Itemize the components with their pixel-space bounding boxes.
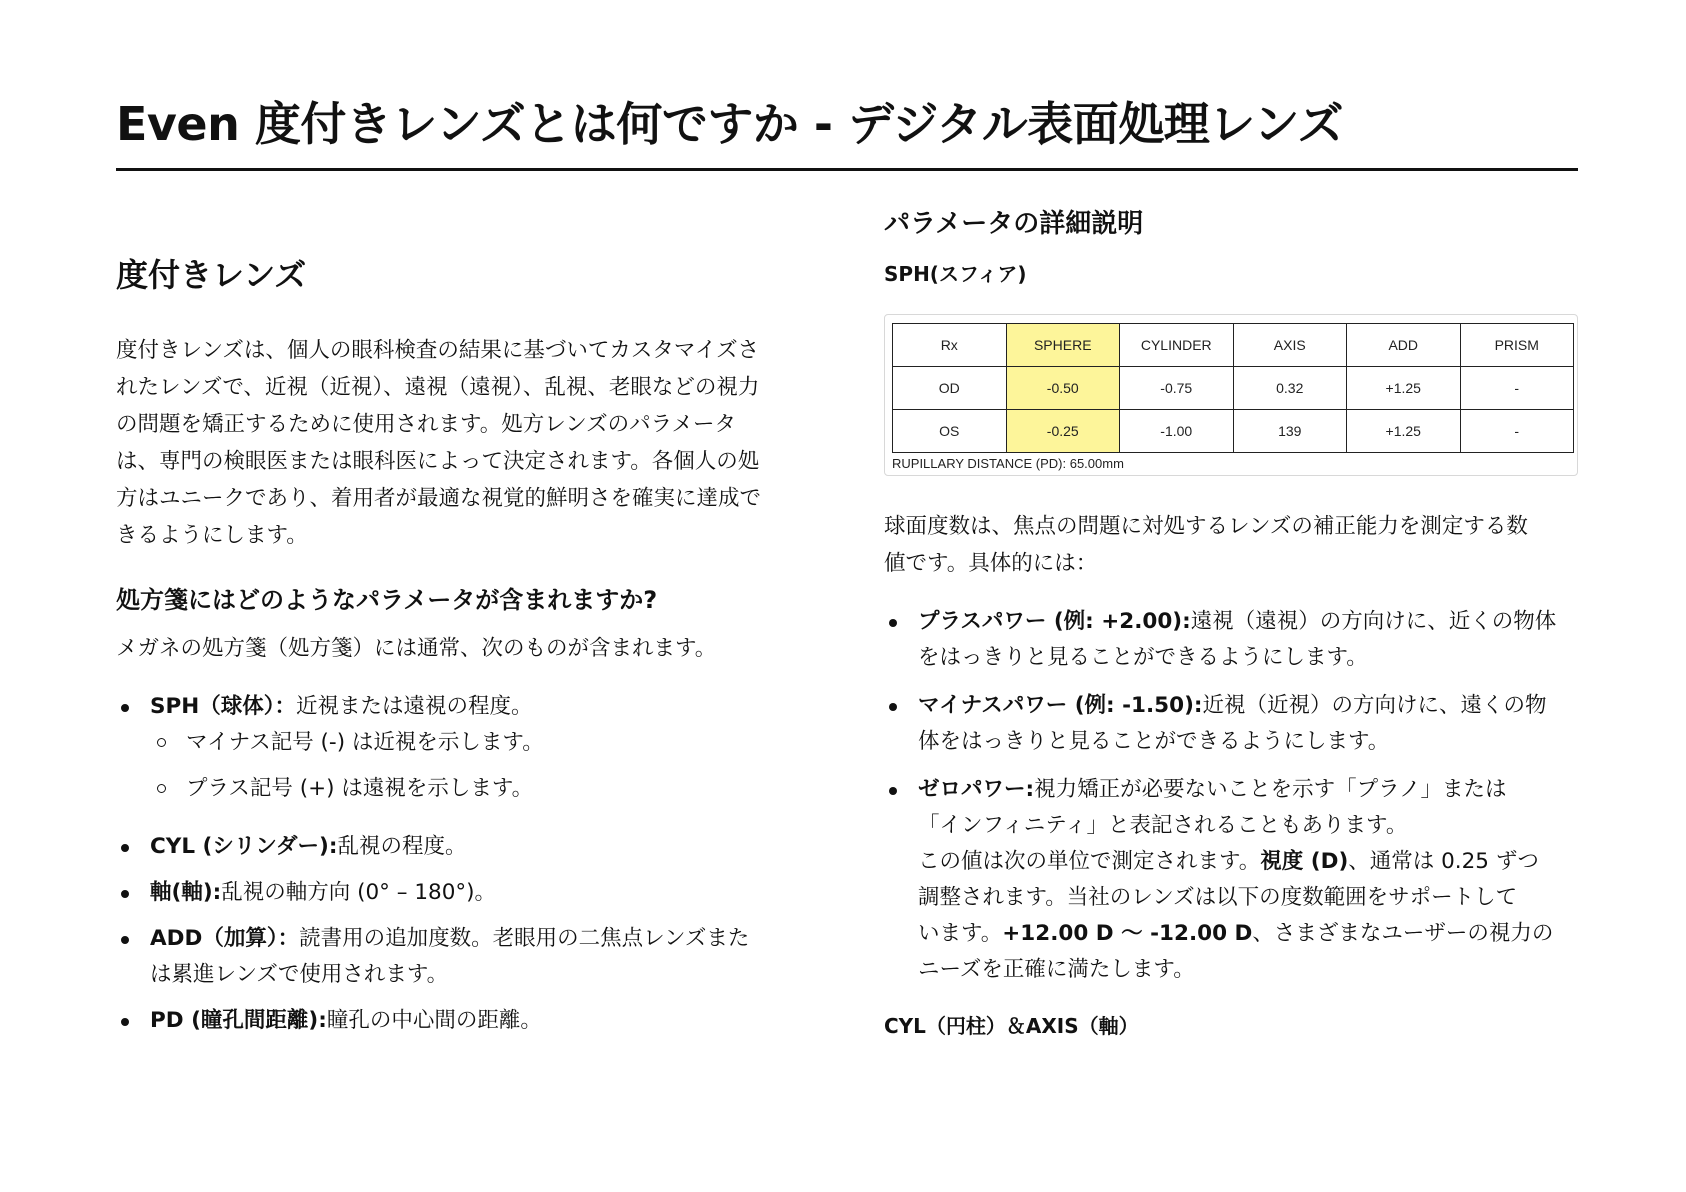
table-header-cell: ADD <box>1347 324 1461 367</box>
intro-line: きるようにします。 <box>116 523 308 548</box>
intro-line: れたレンズで、近視（近視）、遠視（遠視）、乱視、老眼などの視力 <box>116 375 760 400</box>
list-item-sph <box>116 689 806 725</box>
unit-text: 、通常は 0.25 ずつ <box>1348 849 1539 874</box>
list-item-minus-power <box>884 688 1578 760</box>
table-cell: - <box>1460 410 1574 453</box>
sub-item-plus: プラス記号 (+) は遠視を示します。 <box>116 771 806 807</box>
table-row <box>893 410 1574 453</box>
list-item-text: 近視または遠視の程度。 <box>296 694 533 719</box>
table-cell: - <box>1460 367 1574 410</box>
table-cell: -1.00 <box>1120 410 1234 453</box>
list-item-label: ADD（加算）： <box>150 926 300 951</box>
unit-highlight: 視度 (D) <box>1260 849 1349 874</box>
list-item-label: CYL (シリンダー): <box>150 834 338 859</box>
intro-paragraph <box>116 332 806 554</box>
section-heading-parameter-details: パラメータの詳細説明 <box>884 209 1144 239</box>
pupillary-distance-note: RUPILLARY DISTANCE (PD): 65.00mm <box>892 456 1124 471</box>
right-column <box>884 206 1578 1042</box>
list-item-label: PD (瞳孔間距離): <box>150 1008 327 1033</box>
list-item-text: は累進レンズで使用されます。 <box>150 962 449 987</box>
list-item-text: 瞳孔の中心間の距離。 <box>326 1008 542 1033</box>
list-item-text: 読書用の追加度数。老眼用の二焦点レンズまた <box>299 926 750 951</box>
sph-subheading: SPH(スフィア) <box>884 262 1027 286</box>
unit-text: ニーズを正確に満たします。 <box>918 957 1195 982</box>
list-item-label: マイナスパワー (例: -1.50): <box>918 693 1203 718</box>
unit-text: 、さまざまなユーザーの視力の <box>1252 921 1554 946</box>
sph-description-line: 球面度数は、焦点の問題に対処するレンズの補正能力を測定する数 <box>884 514 1528 539</box>
table-cell: -0.50 <box>1006 367 1120 410</box>
table-cell: +1.25 <box>1347 410 1461 453</box>
intro-line: は、専門の検眼医または眼科医によって決定されます。各個人の処 <box>116 449 760 474</box>
table-cell: OS <box>893 410 1007 453</box>
table-cell: -0.25 <box>1006 410 1120 453</box>
list-item-cyl <box>116 829 806 865</box>
intro-line: の問題を矯正するために使用されます。処方レンズのパラメータ <box>116 412 736 437</box>
list-item-text: 近視（近視）の方向けに、遠くの物 <box>1202 693 1547 718</box>
prescription-table <box>892 323 1574 453</box>
list-item-text: 遠視（遠視）の方向けに、近くの物体 <box>1190 609 1557 634</box>
unit-text: います。 <box>918 921 1003 946</box>
list-item-label: SPH（球体）： <box>150 694 296 719</box>
list-item-add <box>116 921 806 993</box>
table-header-cell: Rx <box>893 324 1007 367</box>
list-item-pd <box>116 1003 806 1039</box>
table-cell: OD <box>893 367 1007 410</box>
list-item-label: 軸(軸): <box>150 880 222 905</box>
intro-line: 方はユニークであり、着用者が最適な視覚的鮮明さを確実に達成で <box>116 486 762 511</box>
prescription-table-image <box>884 314 1578 476</box>
intro-line: 度付きレンズは、個人の眼科検査の結果に基づいてカスタマイズさ <box>116 338 760 363</box>
parameter-list <box>116 689 806 1039</box>
list-item-label: ゼロパワー: <box>918 777 1035 802</box>
list-item-text: 「インフィニティ」と表記されることもあります。 <box>918 813 1408 838</box>
section-heading-prescription-lenses: 度付きレンズ <box>116 256 307 294</box>
title-divider <box>116 168 1578 171</box>
sph-description <box>884 508 1578 582</box>
list-item-zero-power <box>884 772 1578 988</box>
list-item-text: 体をはっきりと見ることができるようにします。 <box>918 729 1390 754</box>
left-column <box>116 250 806 1039</box>
range-highlight: +12.00 D ～ -12.00 D <box>1002 921 1253 946</box>
table-cell: -0.75 <box>1120 367 1234 410</box>
table-header-cell: PRISM <box>1460 324 1574 367</box>
sub-item-minus: マイナス記号 (-) は近視を示します。 <box>116 725 806 761</box>
unit-text: 調整されます。当社のレンズは以下の度数範囲をサポートして <box>918 885 1518 910</box>
list-item-text: 乱視の程度。 <box>337 834 467 859</box>
cyl-axis-subheading: CYL（円柱）＆AXIS（軸） <box>884 1014 1139 1038</box>
table-row <box>893 367 1574 410</box>
power-list <box>884 604 1578 988</box>
page-title: Even 度付きレンズとは何ですか - デジタル表面処理レンズ <box>116 97 1344 151</box>
unit-text: この値は次の単位で測定されます。 <box>918 849 1261 874</box>
parameters-subheading: 処方箋にはどのようなパラメータが含まれますか? <box>116 586 658 614</box>
list-item-text: 乱視の軸方向 (0° – 180°)。 <box>221 880 497 905</box>
table-header-cell: SPHERE <box>1006 324 1120 367</box>
list-item-text: をはっきりと見ることができるようにします。 <box>918 645 1368 670</box>
table-header-cell: AXIS <box>1233 324 1347 367</box>
table-header-row <box>893 324 1574 367</box>
table-header-cell: CYLINDER <box>1120 324 1234 367</box>
table-cell: 139 <box>1233 410 1347 453</box>
parameters-lead: メガネの処方箋（処方箋）には通常、次のものが含まれます。 <box>116 636 717 661</box>
list-item-plus-power <box>884 604 1578 676</box>
list-item-text: 視力矯正が必要ないことを示す「プラノ」または <box>1034 777 1507 802</box>
table-cell: 0.32 <box>1233 367 1347 410</box>
table-cell: +1.25 <box>1347 367 1461 410</box>
list-item-label: プラスパワー (例: +2.00): <box>918 609 1191 634</box>
list-item-axis <box>116 875 806 911</box>
sph-description-line: 値です。具体的には： <box>884 551 1098 576</box>
